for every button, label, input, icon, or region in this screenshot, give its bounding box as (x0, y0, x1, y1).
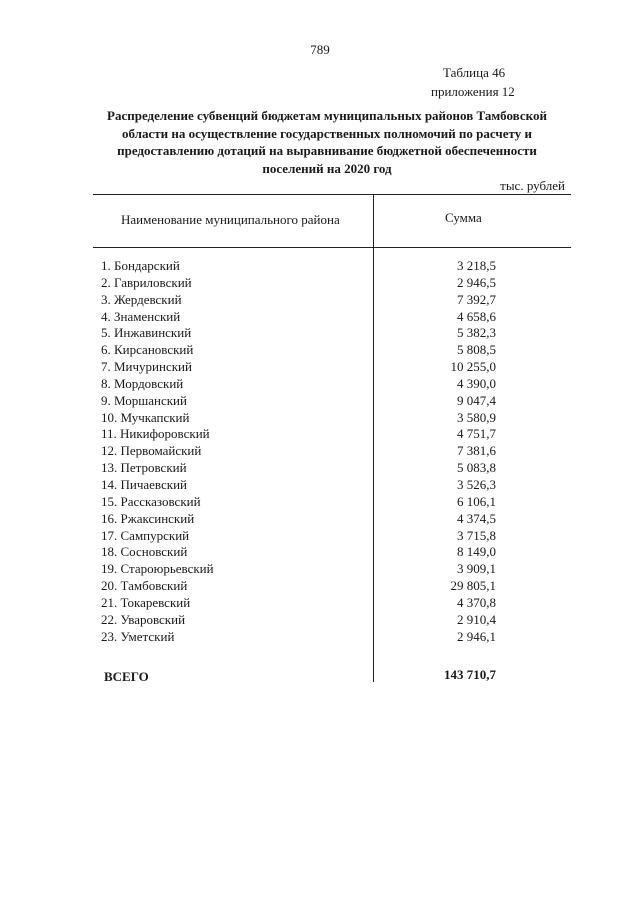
table-row (0, 612, 640, 629)
table-row (0, 494, 640, 511)
district-amount: 3 580,9 (457, 409, 496, 425)
district-amount: 4 370,8 (457, 594, 496, 610)
district-name: 5. Инжавинский (101, 325, 192, 341)
district-name: 18. Сосновский (101, 544, 188, 560)
district-name: 1. Бондарский (101, 258, 180, 273)
district-name: 8. Мордовский (101, 375, 184, 391)
district-amount: 3 526,3 (457, 476, 496, 492)
table-row (0, 410, 640, 427)
district-amount: 7 392,7 (457, 291, 496, 307)
district-amount: 5 382,3 (457, 325, 496, 341)
table-row (0, 561, 640, 578)
table-row (0, 393, 640, 410)
district-amount: 29 805,1 (450, 578, 496, 594)
district-amount: 8 149,0 (457, 544, 496, 560)
total-label: ВСЕГО (104, 669, 149, 684)
district-amount: 2 910,4 (457, 611, 496, 627)
district-name: 9. Моршанский (101, 392, 187, 408)
table-row (0, 629, 640, 646)
column-header-amount: Сумма (445, 210, 482, 225)
district-amount: 7 381,6 (457, 443, 496, 459)
district-name: 6. Кирсановский (101, 342, 194, 358)
district-name: 4. Знаменский (101, 308, 181, 324)
table-row (0, 292, 640, 309)
district-name: 23. Уметский (101, 628, 175, 644)
district-name: 20. Тамбовский (101, 578, 188, 594)
table-row (0, 309, 640, 326)
table-row (0, 275, 640, 292)
title-line: предоставлению дотаций на выравнивание бюджетной обеспеченности (117, 143, 537, 158)
district-amount: 6 106,1 (457, 493, 496, 509)
district-amount: 4 658,6 (457, 308, 496, 324)
district-name: 14. Пичаевский (101, 476, 187, 492)
page-number: 789 (310, 42, 330, 57)
table-row (0, 342, 640, 359)
table-row (0, 544, 640, 561)
district-name: 10. Мучкапский (101, 409, 190, 425)
table-row (0, 511, 640, 528)
district-name: 19. Староюрьевский (101, 561, 214, 577)
district-name: 12. Первомайский (101, 443, 202, 459)
table-body (0, 258, 640, 645)
table-row (0, 376, 640, 393)
appendix-reference: приложения 12 (431, 84, 515, 99)
district-name: 21. Токаревский (101, 594, 191, 610)
units-label: тыс. рублей (500, 178, 565, 193)
district-amount: 10 255,0 (450, 359, 496, 375)
district-name: 11. Никифоровский (101, 426, 210, 442)
district-amount: 3 909,1 (457, 561, 496, 577)
document-title (96, 107, 558, 177)
table-number: Таблица 46 (443, 65, 506, 80)
table-top-border (93, 194, 571, 195)
district-name: 17. Сампурский (101, 527, 190, 543)
table-row (0, 426, 640, 443)
district-name: 22. Уваровский (101, 611, 186, 627)
table-row (0, 595, 640, 612)
district-amount: 3 715,8 (457, 527, 496, 543)
district-name: 7. Мичуринский (101, 359, 192, 375)
district-amount: 5 808,5 (457, 342, 496, 358)
table-row (0, 359, 640, 376)
district-amount: 9 047,4 (457, 392, 496, 408)
district-name: 2. Гавриловский (101, 274, 192, 290)
district-amount: 3 218,5 (457, 258, 496, 273)
district-name: 15. Рассказовский (101, 493, 201, 509)
title-line: поселений на 2020 год (262, 160, 392, 176)
district-name: 13. Петровский (101, 460, 187, 476)
column-header-district: Наименование муниципального района (121, 212, 340, 227)
table-header-border (93, 247, 571, 248)
district-amount: 2 946,1 (457, 628, 496, 644)
table-row (0, 443, 640, 460)
title-line: области на осуществление государственных полномочий по расчету и (122, 125, 532, 141)
title-line: Распределение субвенций бюджетам муниципальных районов Тамбовской (107, 108, 547, 123)
table-row (0, 477, 640, 494)
table-row (0, 528, 640, 545)
table-row (0, 460, 640, 477)
district-amount: 4 751,7 (457, 426, 496, 442)
district-name: 16. Ржаксинский (101, 510, 195, 526)
district-amount: 5 083,8 (457, 460, 496, 476)
table-row (0, 578, 640, 595)
district-name: 3. Жердевский (101, 291, 182, 307)
district-amount: 2 946,5 (457, 274, 496, 290)
table-row (0, 325, 640, 342)
district-amount: 4 390,0 (457, 375, 496, 391)
total-value: 143 710,7 (444, 667, 496, 682)
table-row (0, 258, 640, 275)
district-amount: 4 374,5 (457, 510, 496, 526)
